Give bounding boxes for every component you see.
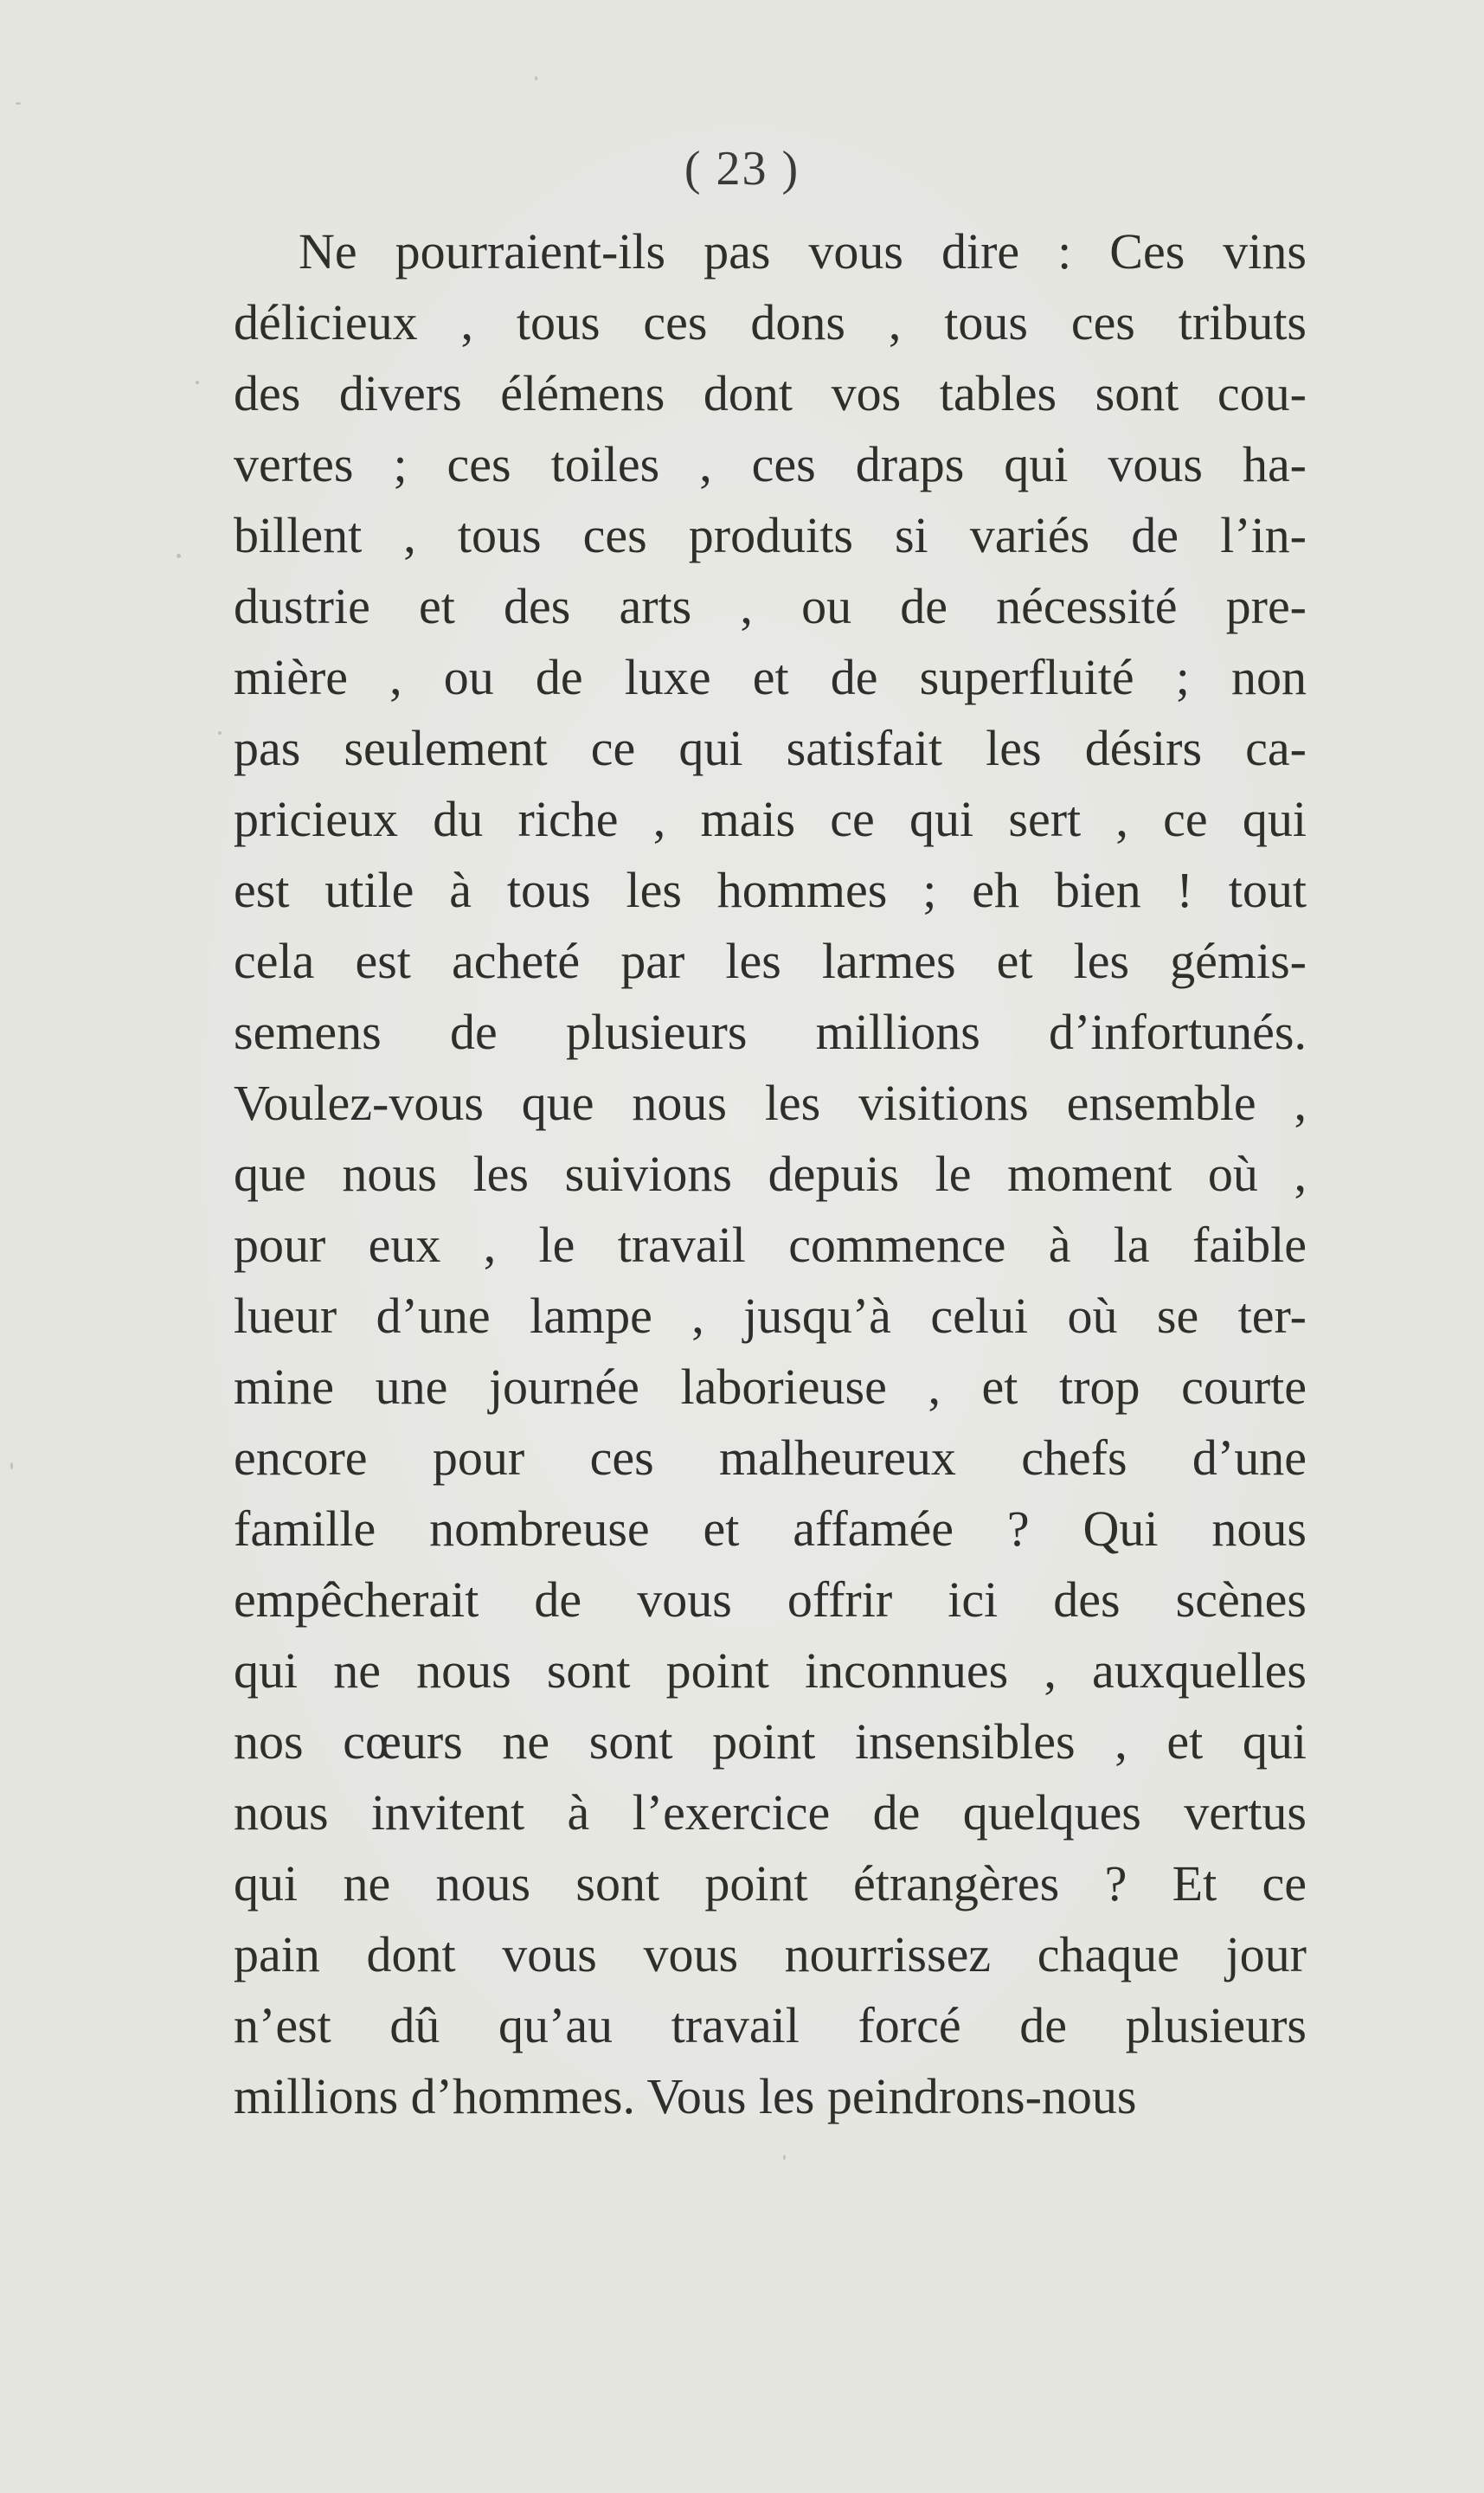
paper-speck: [783, 2155, 786, 2160]
text-line: pain dont vous vous nourrissez chaque jour: [234, 1926, 1307, 1982]
text-line: mière , ou de luxe et de superfluité ; non: [234, 649, 1307, 705]
text-line: famille nombreuse et affamée ? Qui nous: [234, 1500, 1307, 1557]
text-line: pas seulement ce qui satisfait les désirs ca-: [234, 720, 1307, 776]
paper-speck: [177, 554, 181, 558]
text-line: nos cœurs ne sont point insensibles , et qui: [234, 1713, 1307, 1770]
text-line: n’est dû qu’au travail forcé de plusieurs: [234, 1997, 1307, 2053]
text-line: mine une journée laborieuse , et trop courte: [234, 1359, 1307, 1415]
paper-speck: [196, 381, 199, 384]
text-line: des divers élémens dont vos tables sont cou-: [234, 365, 1307, 421]
text-line: Ne pourraient-ils pas vous dire : Ces vins: [299, 223, 1307, 279]
text-line: qui ne nous sont point inconnues , auxquelles: [234, 1642, 1307, 1699]
text-line: dustrie et des arts , ou de nécessité pre-: [234, 578, 1307, 634]
text-line: cela est acheté par les larmes et les gémis-: [234, 933, 1307, 989]
text-line: encore pour ces malheureux chefs d’une: [234, 1430, 1307, 1486]
paper-speck: [10, 1462, 13, 1469]
paper-speck: [535, 76, 537, 80]
body-text: [234, 216, 1307, 2132]
paper-speck: [16, 102, 21, 105]
text-line: semens de plusieurs millions d’infortunés.: [234, 1004, 1307, 1060]
page-number: ( 23 ): [684, 142, 800, 196]
text-line: que nous les suivions depuis le moment où ,: [234, 1146, 1307, 1202]
text-line: Voulez-vous que nous les visitions ensemble ,: [234, 1075, 1307, 1131]
paper-speck: [218, 731, 222, 735]
text-line: est utile à tous les hommes ; eh bien ! tout: [234, 862, 1307, 918]
text-line: pricieux du riche , mais ce qui sert , ce qui: [234, 791, 1307, 847]
text-line: billent , tous ces produits si variés de l’in-: [234, 507, 1307, 563]
text-line: qui ne nous sont point étrangères ? Et ce: [234, 1855, 1307, 1912]
text-line: vertes ; ces toiles , ces draps qui vous ha-: [234, 436, 1307, 492]
text-line: lueur d’une lampe , jusqu’à celui où se ter-: [234, 1288, 1307, 1344]
text-line: nous invitent à l’exercice de quelques vertus: [234, 1784, 1307, 1841]
text-line: millions d’hommes. Vous les peindrons-nous: [234, 2068, 1137, 2124]
text-line: pour eux , le travail commence à la faible: [234, 1217, 1307, 1273]
text-line: délicieux , tous ces dons , tous ces tributs: [234, 294, 1307, 350]
text-line: empêcherait de vous offrir ici des scènes: [234, 1571, 1307, 1628]
